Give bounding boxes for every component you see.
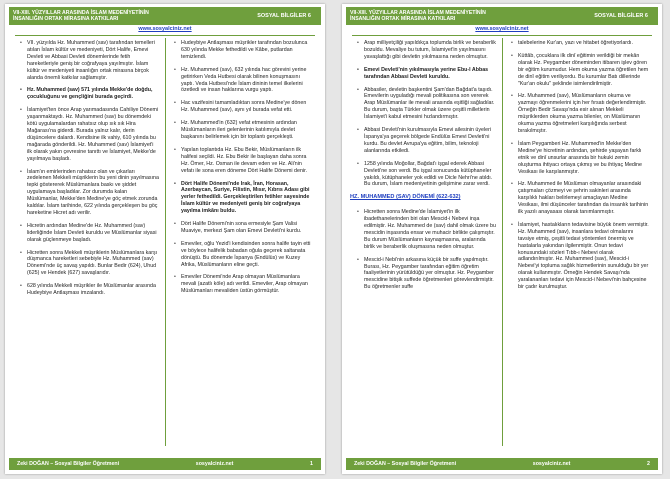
page-number: 2: [647, 461, 650, 467]
list-item: • 1258 yılında Moğollar, Bağdat'ı işgal ederek Abbasi Devleti'ne son verdi. Bu işgal sonucunda kütüphaneler yakıldı, kütüphaneler yok edildi ve Dicle Nehri'ne atıldı. Bu durum, İslam medeniyetinin gelişimine zarar verdi.: [364, 161, 496, 189]
list-item: • Hz. Muhammed'in (632) vefat etmesinin ardından Müslümanların ileri gelenlerinin katılımıyla devlet başkanını belirlemek için bir toplantı gerçekleşti.: [181, 120, 313, 141]
list-item: • Mescid-i Nebi'nin arkasına küçük bir suffe yapılmıştır. Burası, Hz. Peygamber tarafından eğitim öğretim faaliyetlerinin yürütüldüğü yer olmuştur. Hz. Peygamber mescidine bitişik suffede öğretmenleri görevlendirmiştir. Bu öğretmenler suffe: [364, 257, 496, 292]
list-item: • İslamiyet, hastalıkların tedavisine büyük önem vermiştir. Hz. Muhammed (sav), insanlara tedavi olmalarını tavsiye etmiş, çeşitli tedavi yöntemleri önermiş ve hastalarla yakından ilgilenmiştir. Onun tedavi konusundaki sözleri Tıbb-ı Nebevi olarak adlandırılmıştır. Hz. Muhammed (sav), Mescid-i Nebevi'yi topluma sağlık hizmetlerinin sunulduğu bir yer olarak kullanmıştır. Örneğin Hendek Savaşı'nda yaralananları tedavi için Mescid-i Nebevi'nin bahçesine bir çadır kurulmuştur.: [518, 222, 650, 291]
list-item: • Dört Halife Dönemi'nde Irak, İran, Horasan, Azerbaycan, Suriye, Filistin, Mısır, Kıbrıs Adası gibi yerler fethedildi. Gerçekleştirilen fetihler sayesinde İslam kültür ve medeniyeti geniş bir coğrafyaya yayılma imkânı buldu.: [181, 181, 313, 216]
page-footer: [9, 458, 321, 470]
page-footer: [346, 458, 658, 470]
header-title-line1: VII-XIII. YÜZYILLAR ARASINDA İSLAM MEDENİYETİNİN: [350, 10, 486, 16]
header-website-link[interactable]: www.sosyalciniz.net: [138, 26, 192, 32]
list-item: • Hicretin ardından Medine'de Hz. Muhammed (sav) liderliğinde İslam Devleti kuruldu ve Müslümanlar siyasi olarak güçlenmeye başladı.: [27, 223, 159, 244]
list-item: • Arap milliyetçiliği yapıldıkça toplumda birlik ve beraberlik bozuldu. Mevaliye bu tutum, İslamiyet'in yayılmasını yavaşlattığı gibi devletin yıkılmasına neden olmuştur.: [364, 40, 496, 61]
list-item: • VII. yüzyılda Hz. Muhammed (sav) tarafından temelleri atılan İslam kültür ve medeniyeti, Dört Halife, Emevi Devleti ve Abbasi Devleti dönemlerinde fetih hareketleriyle geniş bir coğrafyaya yayılmıştır. İslam kültür ve medeniyeti insanlığın ortak mirasına birçok alanda önemli katkılar sağlamıştır.: [27, 40, 159, 81]
header-title: [346, 10, 594, 22]
list-item: • Dört Halife Dönemi'nin sona ermesiyle Şam Valisi Muaviye, merkezi Şam olan Emevi Devleti'ni kurdu.: [181, 221, 313, 235]
page-header: [346, 7, 658, 25]
divider: [352, 35, 652, 36]
page-right: [342, 4, 662, 474]
header-subject: SOSYAL BİLGİLER 6: [594, 13, 648, 19]
list-item: • Hicretten sonra Medine'de İslamiyet'in ilk ibadethanelerinden biri olan Mescid-i Nebevi inşa edilmiştir. Hz. Muhammed de (sav) dahil olmak üzere bu mescidin inşasında ensar ve muhacir birlikte çalışmıştır. Bu durum Müslümanların kaynaşmasına, aralarında birlik ve beraberlik oluşmasına neden olmuştur.: [364, 209, 496, 250]
footer-author: Zeki DOĞAN – Sosyal Bilgiler Öğretmeni: [354, 461, 457, 467]
footer-website-link[interactable]: sosyalciniz.net: [195, 461, 234, 467]
section-title: HZ. MUHAMMED (SAV) DÖNEMİ (622-632): [350, 194, 461, 201]
list-item: • Emeviler, oğlu Yezid'i kendisinden sonra halife tayin etti ve böylece halifelik babadan oğula geçerek saltanata dönüştü. Bu dönemde İspanya (Endülüs) ve Kuzey Afrika, Müslümanların eline geçti.: [181, 241, 313, 269]
list-item: • Hz. Muhammed (sav) 571 yılında Mekke'de doğdu, çocukluğunu ve gençliğini burada geçirdi.: [27, 87, 159, 101]
header-title-line2: İNSANLIĞIN ORTAK MİRASINA KATKILARI: [13, 16, 119, 22]
list-item: • İslam Peygamberi Hz. Muhammed'in Mekke'den Medine'ye hicretinin ardından, şehirde yaşayan farklı etnik ve dinî unsurlar arasında bir hukuki zemin oluşturma ihtiyacı ortaya çıkmış ve bu ihtiyaç Medine Vesikası ile karşılanmıştır.: [518, 141, 650, 176]
list-item: • Hac vazifesini tamamladıktan sonra Medine'ye dönen Hz. Muhammed (sav), aynı yıl burada vefat etti.: [181, 100, 313, 114]
list-item: • Hz. Muhammed (sav), Müslümanların okuma ve yazmayı öğrenmelerini için her fırsatı değerlendirmiştir. Örneğin Bedir Savaşı'nda esir alınan Mekkeli müşriklerden okuma yazma bilenler, on Müslümanın okuma yazma öğretmeleri karşılığında serbest bırakılmıştır.: [518, 93, 650, 134]
footer-author: Zeki DOĞAN – Sosyal Bilgiler Öğretmeni: [17, 461, 120, 467]
header-title-line1: VII-XIII. YÜZYILLAR ARASINDA İSLAM MEDENİYETİNİN: [13, 10, 149, 16]
list-item: • talebelerine Kur'an, yazı ve hitabet öğretiyorlardı.: [518, 40, 650, 47]
page-left: [5, 4, 325, 474]
column-1: [350, 40, 496, 297]
page-header: [9, 7, 321, 25]
list-item: • Emevi Devleti'nin yıkılmasıyla yerine Ebu-l Abbas tarafından Abbasi Devleti kuruldu.: [364, 67, 496, 81]
column-1: [19, 40, 159, 303]
column-separator: [165, 38, 166, 446]
list-item: • Hz. Muhammed ile Müslüman olmayanlar arasındaki çatışmaları çözmeyi ve şehrin sakinleri arasında karşılıklı hakları belirlemeyi amaçlayan Medine Vesikası, ilmi düşünceler tarafından da insanlık tarihinin ilk yazılı anayasası olarak tanımlanmıştır.: [518, 181, 650, 216]
header-title: [9, 10, 257, 22]
list-item: • İslamiyet'ten önce Arap yarımadasında Cahiliye Dönemi yaşanmaktaydı. Hz. Muhammed (sav) bu dönemdeki kötü uygulamalardan rahatsız olup sık sık Hira Mağarası'na giderdi. Burada yalnız kalır, derin düşüncelere dalardı. Kendisine ilk vahiy, 610 yılında bu mağarada gönderildi. Hz. Muhammed (sav) İslamiyet'i ilk olarak yakın çevresine tanıttı ve İslamiyet, Mekke'de yayılmaya başladı.: [27, 107, 159, 162]
list-item: • Hudeybiye Antlaşması müşrikler tarafından bozulunca 630 yılında Mekke fethedildi ve Kâbe, putlardan temizlendi.: [181, 40, 313, 61]
header-website-link[interactable]: www.sosyalciniz.net: [475, 26, 529, 32]
list-item: • Hicretten sonra Mekkeli müşriklerin Müslümanlara karşı düşmanca hareketleri sebebiyle Hz. Muhammed (sav) Dönemi'nde üç savaş yapıldı. Bunlar Bedir (624), Uhud (625) ve Hendek (627) savaşlarıdır.: [27, 250, 159, 278]
list-item: • Emeviler Dönemi'nde Arap olmayan Müslümanlara mevali (azatlı köle) adı verildi. Emeviler, Arap olmayan Müslümanları mevaliden üstün görmüştür.: [181, 274, 313, 295]
list-item: • Abbasiler, devletin başkentini Şam'dan Bağdat'a taşıdı. Emevilerin uyguladığı mevali politikasına son vererek Arap Müslümanlar ile mevali arasında eşitliği sağladılar. Bu durum, başta Türkler olmak üzere çeşitli milletlerin İslamiyet'i kabul etmesini hızlandırmıştır.: [364, 87, 496, 122]
column-2: [173, 40, 313, 301]
column-separator: [502, 38, 503, 446]
list-item: • Küttâb, çocuklara ilk dinî eğitimin verildiği bir mekân olarak Hz. Peygamber döneminden itibaren işlev gören bir eğitim kurumudur. Hem okuma yazma öğretilen hem de dinî eğitim veriliyordu. Bu kurumlar Batı dillerinde "Kur'an okulu" şeklinde isimlendirilmiştir.: [518, 53, 650, 88]
list-item: • Abbasi Devleti'nin kurulmasıyla Emevi ailesinin üyeleri İspanya'ya geçerek bölgede Endülüs Emevi Devleti'ni kurdu. Bu devlet Avrupa'ya eğitim, bilim, teknoloji alanlarında etkiledi.: [364, 127, 496, 155]
list-item: • Yapılan toplantıda Hz. Ebu Bekir, Müslümanların ilk halifesi seçildi. Hz. Ebu Bekir ile başlayan daha sonra Hz. Ömer, Hz. Osman ile devam eden ve Hz. Ali'nin vefatı ile sona eren döneme Dört Halife Dönemi denir.: [181, 147, 313, 175]
list-item: • 628 yılında Mekkeli müşrikler ile Müslümanlar arasında Hudeybiye Antlaşması imzalandı.: [27, 283, 159, 297]
list-item: • Hz. Muhammed (sav), 632 yılında hac görevini yerine getirirken Veda Hutbesi olarak bilinen konuşmasını yaptı. Veda Hutbesi'nde İslam dininin temel ilkelerini özetledi ve insan haklarına vurgu yaptı.: [181, 67, 313, 95]
page-number: 1: [310, 461, 313, 467]
header-title-line2: İNSANLIĞIN ORTAK MİRASINA KATKILARI: [350, 16, 456, 22]
list-item: • İslam'ın emirlerinden rahatsız olan ve çıkarları zedelenen Mekkeli müşriklerin bu yeni dinin yayılmasına tepki göstererek Müslümanlara baskı ve şiddet uygulamaya başladılar. Zor durumda kalan Müslümanlar, Mekke'den Medine'ye göç etmek zorunda kaldılar. İslam tarihinde, 622 yılında gerçekleşen bu göç hareketine Hicret adı verilir.: [27, 169, 159, 217]
header-subject: SOSYAL BİLGİLER 6: [257, 13, 311, 19]
column-2: [510, 40, 650, 297]
footer-website-link[interactable]: sosyalciniz.net: [532, 461, 571, 467]
divider: [15, 35, 315, 36]
